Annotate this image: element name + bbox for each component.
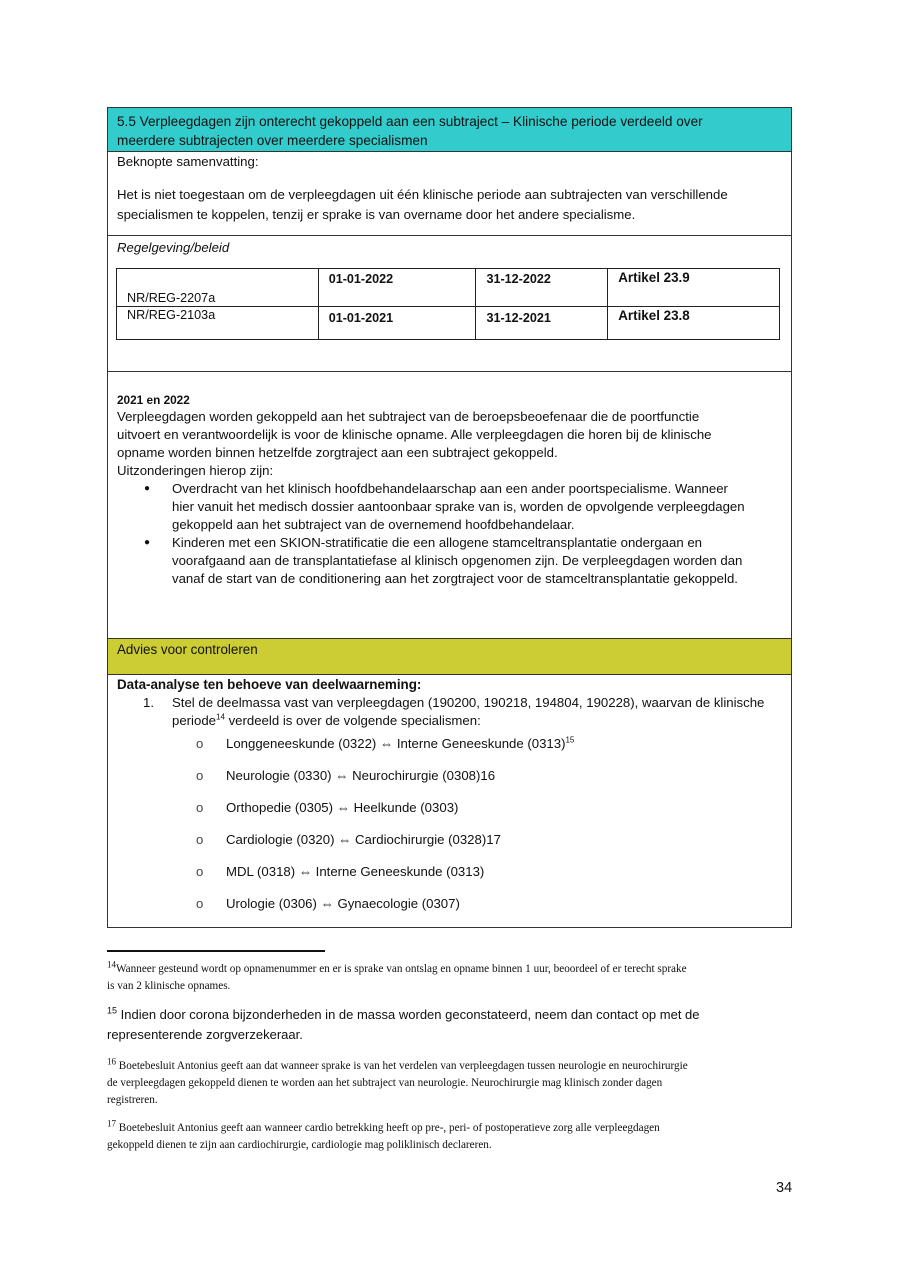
bidirectional-arrow-icon: ⇔ [336, 800, 350, 815]
bullet-icon: ● [144, 483, 151, 494]
regulation-table [116, 268, 780, 340]
specialism-pair: o MDL (0318) ⇔ Interne Geneeskunde (0313) [196, 864, 485, 879]
bidirectional-arrow-icon: ⇔ [380, 736, 394, 751]
bidirectional-arrow-icon: ⇔ [335, 768, 349, 783]
rules-para-line: Verpleegdagen worden gekoppeld aan het subtraject van de beroepsbeoefenaar die de poortfunctie [117, 409, 700, 424]
bidirectional-arrow-icon: ⇔ [298, 864, 312, 879]
exception-line: Kinderen met een SKION-stratificatie die een allogene stamceltransplantatie ondergaan en [172, 535, 703, 550]
regulation-start-date: 01-01-2022 [318, 269, 476, 307]
regulation-end-date: 31-12-2022 [476, 269, 608, 307]
table-row [117, 307, 780, 340]
page-number: 34 [776, 1180, 793, 1196]
summary-label: Beknopte samenvatting: [117, 154, 259, 169]
data-analysis-label: Data-analyse ten behoeve van deelwaarneming: [117, 677, 422, 692]
table-row [117, 269, 780, 307]
section-title-line-2: meerdere subtrajecten over meerdere specialismen [117, 133, 428, 148]
footnote-15: $^{15}$ Indien door corona bijzonderheden in de massa worden geconstateerd, neem dan contact op met de representerende zorgverzekeraar. [107, 1005, 700, 1042]
specialism-pair: o Cardiologie (0320) ⇔ Cardiochirurgie (0328)17 [196, 832, 501, 847]
advice-header [107, 638, 792, 674]
circle-bullet-icon: o [196, 832, 204, 847]
footnote-14: $^{14}$Wanneer gesteund wordt op opnamenummer en er is sprake van ontslag en opname binnen 1 uur, beoordeel of er terecht sprake is van 2 klinische opnames. [107, 959, 687, 992]
specialism-pair: o Urologie (0306) ⇔ Gynaecologie (0307) [196, 896, 460, 911]
list-item [117, 534, 791, 588]
specialism-pair: o Neurologie (0330) ⇔ Neurochirurgie (0308)16 [196, 768, 496, 783]
rules-cell [107, 371, 792, 638]
summary-cell [107, 151, 792, 235]
section-title-line-1: 5.5 Verpleegdagen zijn onterecht gekoppeld aan een subtraject – Klinische periode verdeeld over [117, 114, 703, 129]
summary-text-line-1: Het is niet toegestaan om de verpleegdagen uit één klinische periode aan subtrajecten van verschillende [117, 187, 728, 202]
step-number: 1. [143, 695, 154, 710]
exception-line: hier vanuit het medisch dossier aantoonbaar sprake van is, worden de opvolgende verpleegdagen [172, 499, 745, 514]
footnote-separator [107, 950, 325, 952]
step-line-1: Stel de deelmassa vast van verpleegdagen (190200, 190218, 194804, 190228), waarvan de klinische [172, 695, 765, 710]
list-item [117, 480, 791, 534]
circle-bullet-icon: o [196, 896, 204, 911]
exception-line: Overdracht van het klinisch hoofdbehandelaarschap aan een ander poortspecialisme. Wanneer [172, 481, 728, 496]
footnote-16: $^{16}$ Boetebesluit Antonius geeft aan dat wanneer sprake is van het verdelen van verpleegdagen tussen neurologie en neurochirurgie de verpleegdagen gekoppeld dienen te worden aan het subtraject van neurologie. Neurochirurgie mag klinisch zonder dagen registreren. [107, 1056, 688, 1106]
exception-line: voorafgaand aan de transplantatiefase al klinisch opgenomen zijn. De verpleegdagen worden dan [172, 553, 743, 568]
advice-header-label: Advies voor controleren [117, 642, 258, 657]
regulation-code: NR/REG-2207a [117, 269, 319, 307]
rules-para-line: uitvoert en verantwoordelijk is voor de klinische opname. Alle verpleegdagen die horen bij de klinische [117, 427, 712, 442]
regulation-article: Artikel 23.9 [608, 269, 780, 307]
year-heading: 2021 en 2022 [117, 393, 190, 407]
regulation-code: NR/REG-2103a [117, 307, 319, 340]
regulation-label: Regelgeving/beleid [117, 240, 230, 255]
exceptions-list [117, 480, 791, 588]
circle-bullet-icon: o [196, 736, 204, 751]
summary-text-line-2: specialismen te koppelen, tenzij er sprake is van overname door het andere specialisme. [117, 207, 636, 222]
exceptions-label: Uitzonderingen hierop zijn: [117, 463, 274, 478]
regulation-article: Artikel 23.8 [608, 307, 780, 340]
specialism-pair: o Longgeneeskunde (0322) ⇔ Interne Geneeskunde $(0313)^{15}$ [196, 735, 575, 751]
rules-para-line: opname worden binnen hetzelfde zorgtraject aan een subtraject gekoppeld. [117, 445, 558, 460]
regulation-end-date: 31-12-2021 [476, 307, 608, 340]
circle-bullet-icon: o [196, 864, 204, 879]
footnote-ref-14[interactable]: 14 [216, 712, 225, 722]
analysis-step [117, 694, 791, 730]
bidirectional-arrow-icon: ⇔ [320, 896, 334, 911]
specialism-pair: o Orthopedie (0305) ⇔ Heelkunde (0303) [196, 800, 459, 815]
bullet-icon: ● [144, 537, 151, 548]
circle-bullet-icon: o [196, 800, 204, 815]
bidirectional-arrow-icon: ⇔ [338, 832, 352, 847]
regulation-start-date: 01-01-2021 [318, 307, 476, 340]
section-header [107, 107, 792, 151]
step-line-2: periode$^{14}$ verdeeld is over de volgende specialismen: [172, 712, 481, 728]
exception-line: vanaf de start van de conditionering aan het zorgtraject voor de stamceltransplantatie gekoppeld. [172, 571, 738, 586]
footnote-17: $^{17}$ Boetebesluit Antonius geeft aan wanneer cardio betrekking heeft op pre-, peri- of postoperatieve zorg alle verpleegdagen gekoppeld dienen te zijn aan cardiochirurgie, cardiologie mag poliklinisch declareren. [107, 1118, 660, 1151]
circle-bullet-icon: o [196, 768, 204, 783]
footnote-ref-15[interactable]: 15 [565, 735, 575, 745]
exception-line: gekoppeld aan het subtraject van de overnemend hoofdbehandelaar. [172, 517, 575, 532]
